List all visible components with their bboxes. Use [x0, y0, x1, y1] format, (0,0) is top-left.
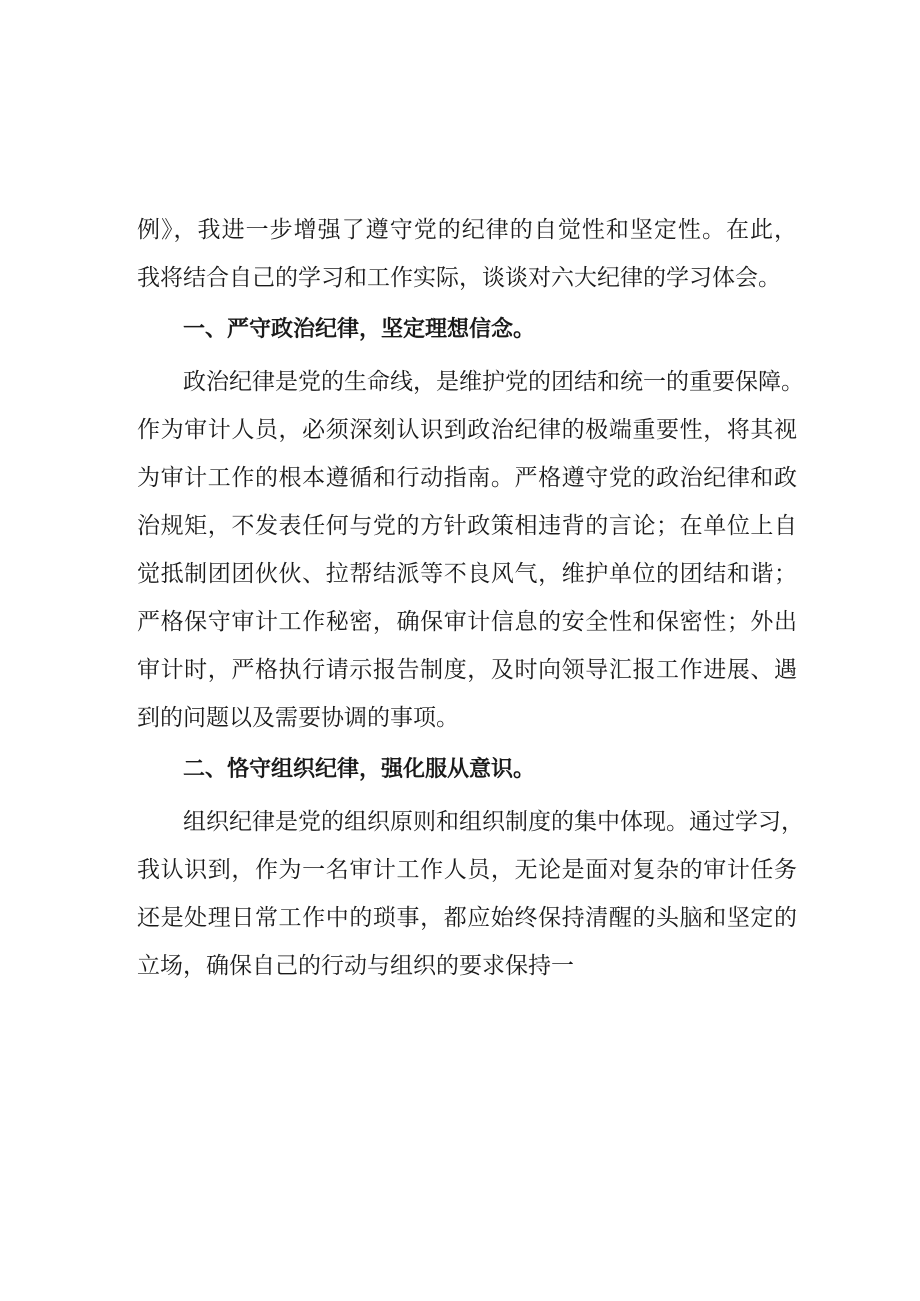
section-1-line-1: 政治纪律是党的生命线，是维护党的团结和统一的重要保障。: [183, 369, 804, 395]
section-1-line-6: 严格保守审计工作秘密，确保审计信息的安全性和保密性；外出: [137, 609, 797, 635]
section-1-line-7: 审计时，严格执行请示报告制度，及时向领导汇报工作进展、遇: [137, 657, 797, 683]
section-1-line-5: 觉抵制团团伙伙、拉帮结派等不良风气，维护单位的团结和谐；: [137, 561, 797, 587]
section-2-line-2: 我认识到，作为一名审计工作人员，无论是面对复杂的审计任务: [137, 857, 797, 883]
intro-line-2: 我将结合自己的学习和工作实际，谈谈对六大纪律的学习体会。: [137, 265, 781, 291]
section-2-line-1: 组织纪律是党的组织原则和组织制度的集中体现。通过学习，: [183, 809, 804, 835]
section-1-line-3: 为审计工作的根本遵循和行动指南。严格遵守党的政治纪律和政: [137, 465, 797, 491]
section-1-line-2: 作为审计人员，必须深刻认识到政治纪律的极端重要性，将其视: [137, 417, 797, 443]
document-body: [137, 206, 804, 990]
section-1-line-4: 治规矩，不发表任何与党的方针政策相违背的言论；在单位上自: [137, 513, 797, 539]
section-2-heading: 二、恪守组织纪律，强化服从意识。: [183, 757, 536, 782]
section-2-line-3: 还是处理日常工作中的琐事，都应始终保持清醒的头脑和坚定的: [137, 905, 797, 931]
section-1-heading: 一、严守政治纪律，坚定理想信念。: [183, 317, 536, 342]
section-2-line-4: 立场，确保自己的行动与组织的要求保持一: [137, 953, 574, 979]
intro-line-1: 例》，我进一步增强了遵守党的纪律的自觉性和坚定性。在此，: [137, 217, 797, 243]
section-1-line-8: 到的问题以及需要协调的事项。: [137, 705, 459, 731]
